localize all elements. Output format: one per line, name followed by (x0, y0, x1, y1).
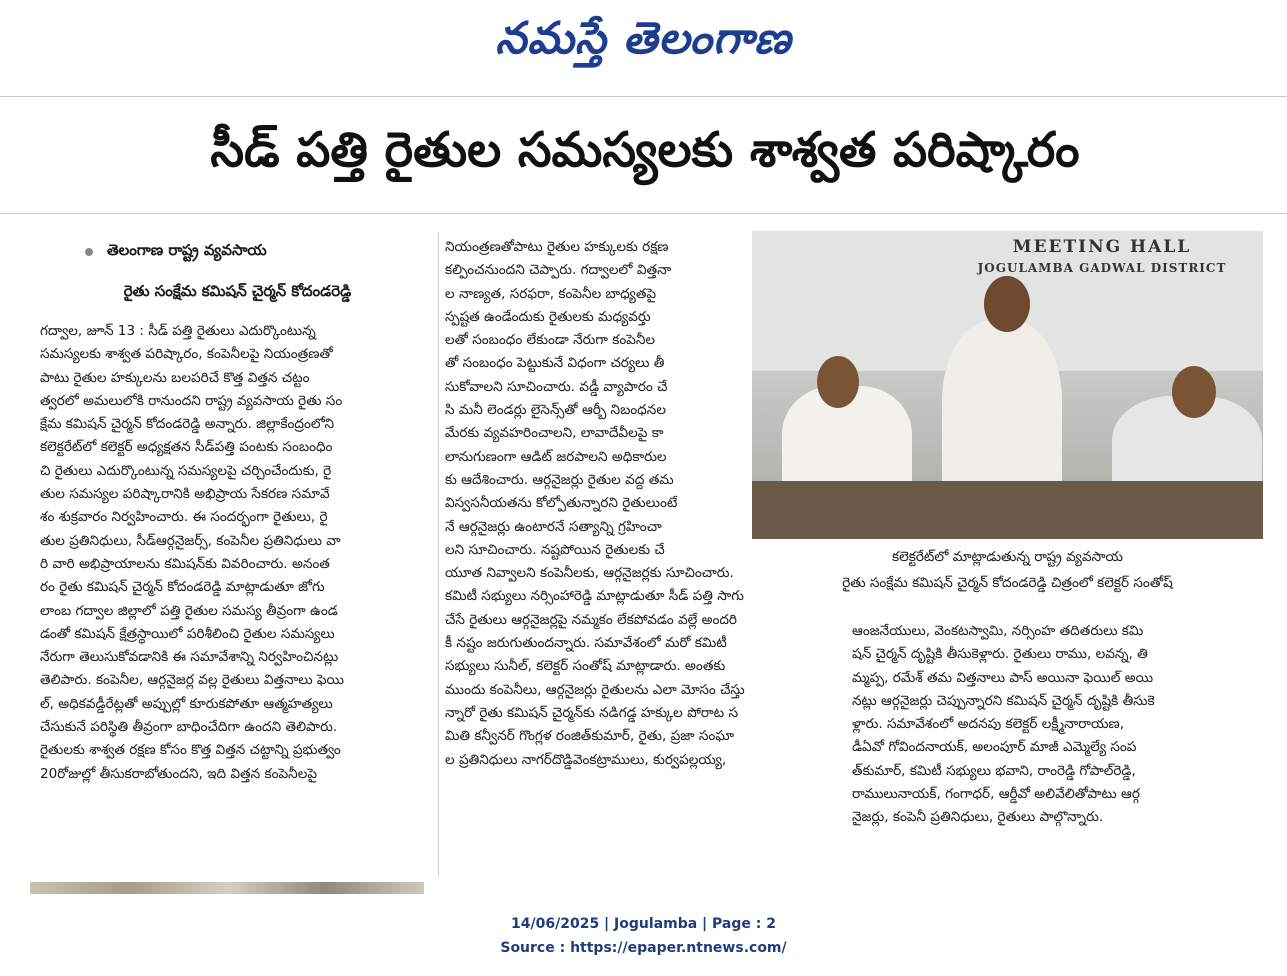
article-line: రాములునాయక్, గంగాధర్, ఆర్డీవో అలివేలితోపాటు ఆర్గ (852, 786, 1140, 803)
article-line: చి రైతులు ఎదుర్కొంటున్న సమస్యలపై చర్చించేందుకు, రై (40, 462, 332, 479)
subheadline-line1 (85, 240, 415, 264)
article-line: 20రోజుల్లో తీసుకరాబోతుందని, ఇది విత్తన కంపెనీలపై (40, 765, 317, 782)
sign-line1: MEETING HALL (1012, 237, 1192, 257)
masthead-divider (0, 96, 1287, 97)
photo-table (752, 481, 1263, 539)
article-line: సుకోవాలని సూచించారు. వడ్డీ వ్యాపారం చే (445, 378, 668, 395)
page-footer (0, 912, 1287, 964)
article-column-1 (40, 320, 432, 880)
article-line: నియంత్రణతోపాటు రైతుల హక్కులకు రక్షణ (445, 239, 669, 255)
article-line: ల్, అధికవడ్డీరేట్లతో అప్పుల్లో కూరుకపోతూ ఆత్మహత్యలు (40, 695, 333, 712)
article-line: క్షేమ కమిషన్ చైర్మన్ కోదండరెడ్డి అన్నారు. జిల్లాకేంద్రంలోని (40, 416, 335, 433)
article-line: ల నాణ్యత, సరఫరా, కంపెనీల బాధ్యతపై (445, 285, 657, 302)
article-line: యూత నివ్వాలని కంపెనీలకు, ఆర్గనైజర్లకు సూచించారు. (445, 565, 734, 582)
article-line: నేరుగా తెలుసుకోవడానికి ఈ సమావేశాన్ని నిర్వహించినట్లు (40, 649, 339, 666)
photo-head-center (984, 276, 1030, 332)
article-line: తుల సమస్యల పరిష్కారానికి అభిప్రాయ సేకరణ సమావే (40, 486, 330, 503)
article-line: లని సూచించారు. నష్టపోయిన రైతులకు చే (445, 541, 665, 558)
article-line: మ్మప్ప, రమేశ్ తమ విత్తనాలు పాస్ అయినా ఫెయిల్ అయి (852, 669, 1154, 686)
article-line: నైజర్లు, కంపెనీ ప్రతినిధులు, రైతులు పాల్గొన్నారు. (852, 809, 1104, 826)
article-line: లాంబ గద్వాల జిల్లాలో పత్తి రైతుల సమస్య తీవ్రంగా ఉండ (40, 602, 338, 619)
masthead (0, 0, 1287, 88)
article-photo (752, 231, 1263, 539)
article-line: ళ్లారు. సమావేశంలో అదనపు కలెక్టర్ లక్ష్మీనారాయణ, (852, 716, 1125, 733)
article-column-2 (445, 236, 745, 866)
article-line: న్నారో రైతు కమిషన్ చైర్మన్‌కు నడిగడ్డ హక్కుల పోరాట స (445, 704, 738, 721)
photo-caption (752, 544, 1263, 598)
article-line: చేసుకునే పరిస్థితి తీవ్రంగా బాధించేదిగా ఉందని తెలిపారు. (40, 719, 338, 736)
article-line: కమిటీ సభ్యులు నర్సింహారెడ్డి మాట్లాడుతూ సీడ్ పత్తి సాగు (445, 588, 744, 605)
masthead-title: నమస్తే తెలంగాణ (495, 13, 792, 64)
article-line: శం శుక్రవారం నిర్వహించారు. ఈ సందర్భంగా రైతులు, రై (40, 509, 328, 526)
subheadline-line2: రైతు సంక్షేమ కమిషన్ చైర్మన్ కోదండరెడ్డి (123, 282, 352, 300)
article-line: త్‌కుమార్, కమిటీ సభ్యులు భవాని, రాంరెడ్డి గోపాల్‌రెడ్డి, (852, 762, 1136, 779)
article-line: కల్పించనుందని చెప్పారు. గద్వాలలో విత్తనా (445, 262, 672, 279)
article-line: విస్వసనీయతను కోల్పోతున్నారని రైతులుంటే (445, 495, 678, 512)
headline-divider (0, 213, 1287, 214)
article-line: ఆంజనేయులు, వెంకటస్వామి, నర్సింహ తదితరులు కమి (852, 623, 1144, 639)
article-line: రి వారి అభిప్రాయాలను కమిషన్‌కు వివరించారు. అనంత (40, 555, 330, 572)
article-line: త్వరలో అమలులోకి రానుందని రాష్ట్ర వ్యవసాయ రైతు సం (40, 392, 343, 409)
article-line: తెలిపారు. కంపెనీల, ఆర్గనైజర్ల వల్ల రైతులు విత్తనాలు ఫెయి (40, 672, 345, 689)
subheadline-line1-text: తెలంగాణ రాష్ట్ర వ్యవసాయ (107, 241, 267, 259)
article-line: సి మనీ లెండర్లు లైసెన్స్‌తో ఆర్బీ నిబంధనల (445, 402, 666, 419)
sign-line2: JOGULAMBA GADWAL DISTRICT (977, 261, 1227, 275)
caption-line2: రైతు సంక్షేమ కమిషన్ చైర్మన్ కోదండరెడ్డి చిత్రంలో కలెక్టర్ సంతోష్ (842, 575, 1173, 591)
article-line: మేరకు వ్యవహరించాలని, లావాదేవీలపై కా (445, 425, 664, 442)
article-line: కలెక్టరేట్‌లో కలెక్టర్ అధ్యక్షతన సీడ్‌పత్తి పంటకు సంబంధిం (40, 439, 333, 456)
article-line: సభ్యులు సునీల్, కలెక్టర్ సంతోష్ మాట్లాడారు. అంతకు (445, 658, 726, 675)
article-line: డీఏవో గోవిందనాయక్, అలంపూర్ మాజీ ఎమ్మెల్యే సంప (852, 739, 1137, 756)
column-divider (438, 232, 439, 877)
photo-head-right (1172, 366, 1216, 418)
photo-head-left (817, 356, 859, 408)
article-line: కు ఆదేశించారు. ఆర్గనైజర్లు రైతుల వద్ద తమ (445, 471, 674, 488)
article-line: రం రైతు కమిషన్ చైర్మన్ కోదండరెడ్డి మాట్లాడుతూ జోగు (40, 579, 325, 596)
photo-strip-fragment (30, 882, 424, 894)
article-line: తో సంబంధం పెట్టుకునే విధంగా చర్యలు తీ (445, 355, 665, 372)
article-line: స్పష్టత ఉండేందుకు రైతులకు మధ్యవర్తు (445, 308, 651, 325)
article-line: చేసే రైతులు ఆర్గనైజర్లపై నమ్మకం లేకపోవడం వల్లే అందరి (445, 611, 737, 628)
bullet-icon (85, 248, 93, 256)
footer-source-line: Source : https://epaper.ntnews.com/ (500, 940, 787, 956)
article-line: గద్వాల, జూన్ 13 : సీడ్ పత్తి రైతులు ఎదుర్కొంటున్న (40, 323, 316, 339)
article-line: లతో సంబంధం లేకుండా నేరుగా కంపెనీల (445, 332, 656, 349)
article-line: నట్లు ఆర్గనైజర్లు చెప్పున్నారని కమిషన్ చైర్మన్ దృష్టికి తీసుకె (852, 692, 1155, 709)
article-line: షన్ చైర్మన్ దృష్టికి తీసుకెళ్లారు. రైతులు రాము, లవన్న, తి (852, 646, 1148, 663)
article-line: పాటు రైతుల హక్కులను బలపరిచే కొత్త విత్తన చట్టం (40, 369, 310, 386)
article-line: తుల ప్రతినిధులు, సీడ్‌ఆర్గనైజర్స్, కంపెనీల ప్రతినిధులు వా (40, 532, 341, 549)
article-line: రైతులకు శాశ్వత రక్షణ కోసం కొత్త విత్తన చట్టాన్ని ప్రభుత్వం (40, 742, 341, 759)
article-headline: సీడ్ పత్తి రైతుల సమస్యలకు శాశ్వత పరిష్కారం (210, 122, 1080, 178)
footer-date-line: 14/06/2025 | Jogulamba | Page : 2 (511, 916, 776, 932)
article-column-3 (852, 620, 1260, 870)
article-line: కీ నష్టం జరుగుతుందన్నారు. సమావేశంలో మరో కమిటీ (445, 635, 727, 652)
article-line: సమస్యలకు శాశ్వత పరిష్కారం, కంపెనీలపై నియంత్రణతో (40, 346, 333, 363)
article-line: లానుగుణంగా ఆడిట్ జరపాలని అధికారుల (445, 448, 667, 465)
article-line: నే ఆర్గనైజర్లు ఉంటారనే సత్యాన్ని గ్రహించా (445, 518, 662, 535)
article-line: మితి కన్వీనర్ గొంగ్లళ రంజిత్‌కుమార్, రైతు, ప్రజా సంఘా (445, 728, 735, 745)
caption-line1: కలెక్టరేట్‌లో మాట్లాడుతున్న రాష్ట్ర వ్యవసాయ (892, 549, 1123, 565)
article-line: ల ప్రతినిధులు నాగర్‌దొడ్డివెంకట్రాములు, కుర్వపల్లయ్య, (445, 751, 727, 768)
article-line: ముందు కంపెనీలు, ఆర్గనైజర్లు రైతులను ఎలా మోసం చేస్తు (445, 681, 745, 698)
article-line: డంతో కమిషన్ క్షేత్రస్థాయిలో పరిశీలించి రైతుల సమస్యలు (40, 625, 335, 642)
